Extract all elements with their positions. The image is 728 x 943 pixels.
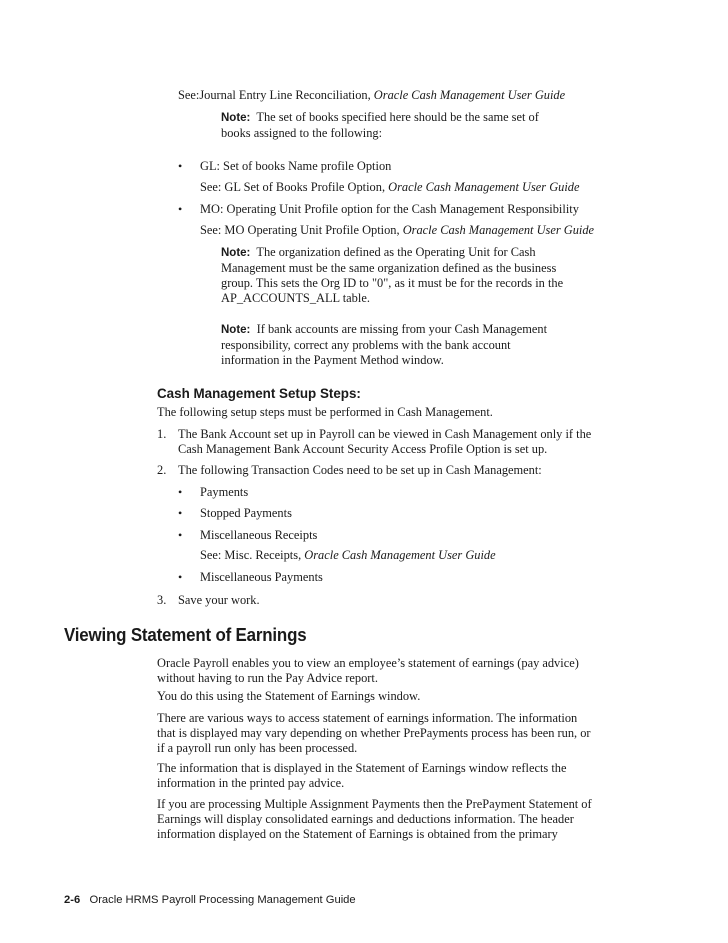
list-item: GL: Set of books Name profile Option — [200, 159, 392, 173]
bullet-icon: • — [178, 528, 183, 542]
step-text: The Bank Account set up in Payroll can be viewed in Cash Management only if the Cash Management Bank Account Security Access Profile Option is set up. — [178, 427, 592, 456]
list-item: Miscellaneous Payments — [200, 570, 323, 584]
page-footer — [64, 893, 356, 908]
step-text: Save your work. — [178, 593, 260, 607]
list-item: Payments — [200, 485, 249, 499]
page-section-title: Viewing Statement of Earnings — [64, 625, 307, 645]
note-books: Note: The set of books specified here should be the same set of books assigned to the following: — [221, 110, 539, 140]
paragraph: If you are processing Multiple Assignment Payments then the PrePayment Statement of Earnings will display consolidated earnings and deductions information. The header information displayed on the Statement of Earnings is obtained from the primary — [157, 797, 592, 841]
section-heading: Cash Management Setup Steps: — [157, 386, 361, 401]
paragraph: Oracle Payroll enables you to view an employee’s statement of earnings (pay advice) without having to run the Pay Advice report. — [157, 656, 579, 685]
paragraph: The following setup steps must be performed in Cash Management. — [157, 405, 493, 419]
page-number: 2-6 — [64, 894, 81, 906]
step-text: The following Transaction Codes need to be set up in Cash Management: — [178, 463, 542, 477]
see-reference-line: See: Misc. Receipts, Oracle Cash Management User Guide — [200, 548, 496, 562]
step-number: 3. — [157, 593, 167, 607]
note-bank-accounts: Note: If bank accounts are missing from your Cash Management responsibility, correct any problems with the bank account information in the Payment Method window. — [221, 322, 548, 367]
list-item: Stopped Payments — [200, 506, 292, 520]
see-reference-line: See:Journal Entry Line Reconciliation, Oracle Cash Management User Guide — [178, 88, 566, 102]
bullet-icon: • — [178, 570, 183, 584]
note-label: Note: — [221, 247, 251, 259]
paragraph: You do this using the Statement of Earnings window. — [157, 689, 421, 703]
paragraph: The information that is displayed in the Statement of Earnings window reflects the information in the printed pay advice. — [157, 761, 567, 790]
bullet-icon: • — [178, 506, 183, 520]
book-title: Oracle HRMS Payroll Processing Management Guide — [89, 894, 356, 906]
step-number: 1. — [157, 427, 167, 441]
list-item: MO: Operating Unit Profile option for the Cash Management Responsibility — [200, 202, 579, 216]
note-label: Note: — [221, 324, 251, 336]
note-operating-unit: Note: The organization defined as the Operating Unit for Cash Management must be the same organization defined as the business group. This sets the Org ID to "0", as it must be for the records in the AP_ACCOUNTS_ALL table. — [221, 245, 564, 305]
bullet-icon: • — [178, 485, 183, 499]
bullet-icon: • — [178, 202, 183, 216]
list-item: Miscellaneous Receipts — [200, 528, 318, 542]
note-label: Note: — [221, 112, 251, 124]
paragraph: There are various ways to access statement of earnings information. The information that is displayed may vary depending on whether PrePayments process has been run, or if a payroll run only has been processed. — [157, 711, 591, 755]
see-reference-line: See: MO Operating Unit Profile Option, Oracle Cash Management User Guide — [200, 223, 595, 237]
bullet-icon: • — [178, 159, 183, 173]
see-reference-line: See: GL Set of Books Profile Option, Oracle Cash Management User Guide — [200, 180, 580, 194]
step-number: 2. — [157, 463, 167, 477]
